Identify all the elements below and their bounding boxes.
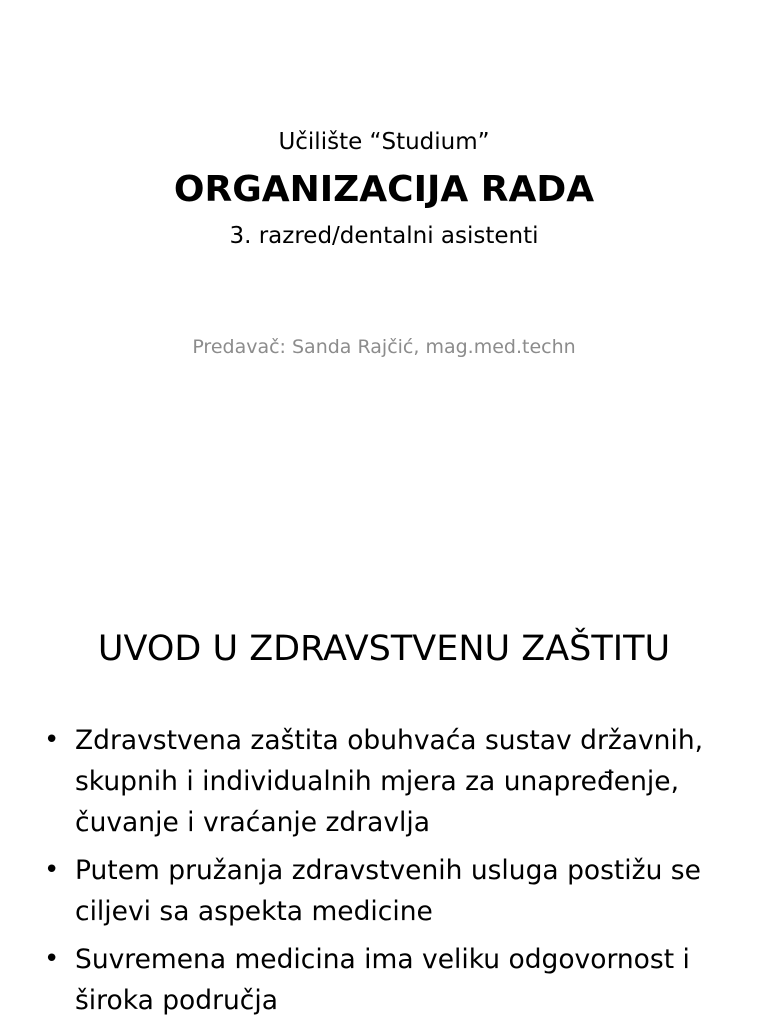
bullet-item (40, 850, 740, 932)
course-subtitle: 3. razred/dentalni asistenti (229, 223, 539, 249)
institution-name: Učilište “Studium” (278, 129, 490, 155)
bullet-text: Suvremena medicina ima veliku odgovornost i široka područja (75, 944, 690, 1016)
bullet-item (40, 939, 740, 1021)
course-title: ORGANIZACIJA RADA (173, 169, 595, 210)
bullet-text: Zdravstvena zaštita obuhvaća sustav državnih, skupnih i individualnih mjera za unapređenje, čuvanje i vraćanje zdravlja (75, 725, 704, 838)
bullet-text: Putem pružanja zdravstvenih usluga postižu se ciljevi sa aspekta medicine (75, 855, 701, 927)
bullet-icon: • (44, 944, 60, 974)
bullet-item (40, 720, 740, 843)
bullet-list (40, 720, 740, 1024)
lecturer-name: Predavač: Sanda Rajčić, mag.med.techn (192, 336, 576, 358)
section-title: UVOD U ZDRAVSTVENU ZAŠTITU (97, 629, 671, 669)
content-slide (0, 576, 768, 1024)
bullet-icon: • (44, 725, 60, 755)
bullet-icon: • (44, 855, 60, 885)
